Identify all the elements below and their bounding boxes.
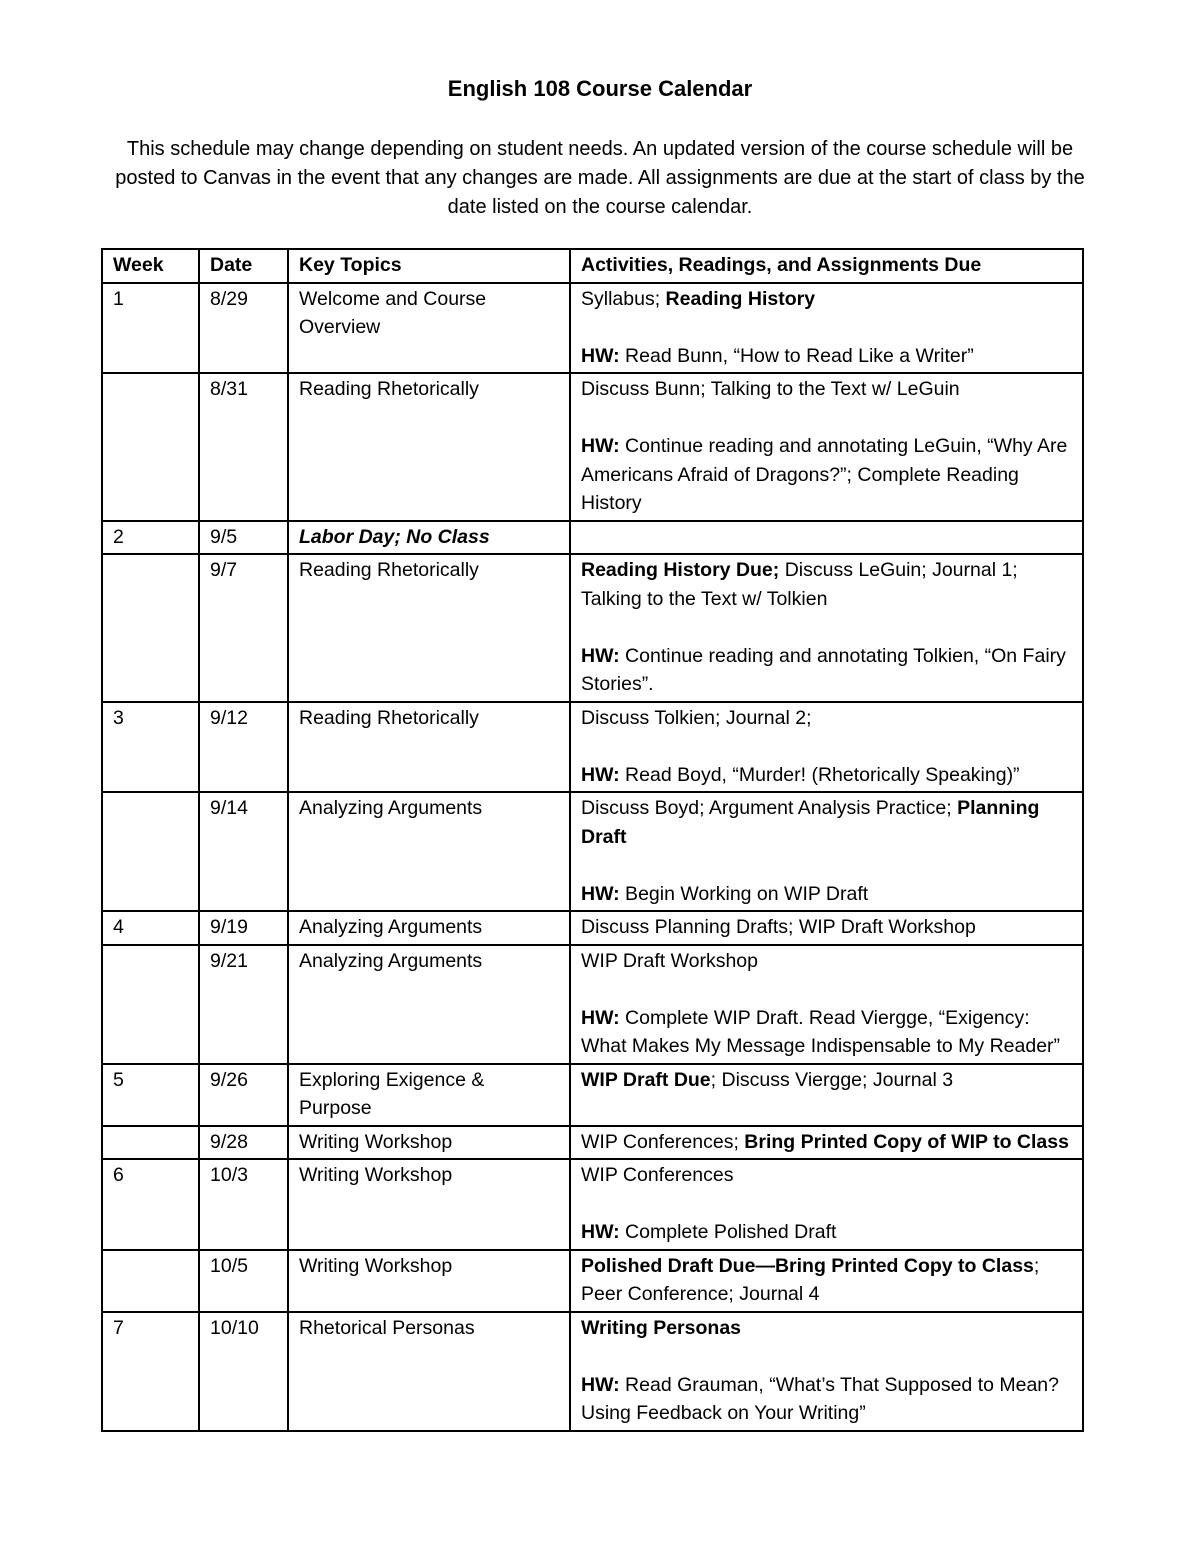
activity-text-bold: Polished Draft Due—Bring Printed Copy to Class xyxy=(581,1254,1034,1277)
topic-cell: Exploring Exigence & Purpose xyxy=(288,1064,570,1126)
activity-text-bold: Planning Draft xyxy=(581,797,1040,848)
activity-text: ; Peer Conference; Journal 4 xyxy=(581,1254,1040,1305)
date-cell: 10/10 xyxy=(199,1312,288,1431)
date-cell: 9/7 xyxy=(199,554,288,702)
date-cell: 9/26 xyxy=(199,1064,288,1126)
activities-cell xyxy=(570,283,1083,374)
activity-text: Continue reading and annotating Tolkien, “On Fairy Stories”. xyxy=(581,644,1066,695)
activity-text-bold: HW: xyxy=(581,644,620,667)
week-cell: 1 xyxy=(102,283,199,374)
topic-cell: Analyzing Arguments xyxy=(288,911,570,945)
topic-cell: Welcome and Course Overview xyxy=(288,283,570,374)
activity-text-bold: Reading History Due; xyxy=(581,559,780,581)
activity-text-bold: HW: xyxy=(581,344,620,367)
activity-line xyxy=(581,1371,1072,1428)
activity-line xyxy=(581,1314,1072,1343)
header-week: Week xyxy=(102,249,199,283)
date-cell: 8/31 xyxy=(199,373,288,521)
activity-text: Discuss Tolkien; Journal 2; xyxy=(581,706,812,729)
week-cell xyxy=(102,554,199,702)
activities-cell xyxy=(570,1064,1083,1126)
activity-line xyxy=(581,1128,1072,1157)
table-row xyxy=(102,792,1083,911)
blank-line xyxy=(581,613,1072,642)
table-row xyxy=(102,911,1083,945)
activity-text-bold: Writing Personas xyxy=(581,1316,742,1339)
activity-text: Complete Polished Draft xyxy=(619,1221,837,1243)
activity-text: Complete WIP Draft. Read Viergge, “Exigency: What Makes My Message Indispensable to My Reader” xyxy=(581,1006,1061,1057)
header-activities: Activities, Readings, and Assignments Due xyxy=(570,249,1083,283)
activity-line xyxy=(581,761,1072,790)
topic-cell: Writing Workshop xyxy=(288,1159,570,1250)
activity-text: WIP Conferences xyxy=(581,1164,734,1186)
activities-cell xyxy=(570,521,1083,555)
week-cell xyxy=(102,373,199,521)
activity-line xyxy=(581,794,1072,851)
topic-cell: Reading Rhetorically xyxy=(288,702,570,793)
activity-line xyxy=(581,947,1072,976)
week-cell: 4 xyxy=(102,911,199,945)
activity-text-bold: HW: xyxy=(581,1373,620,1396)
blank-line xyxy=(581,975,1072,1004)
activity-text: WIP Draft Workshop xyxy=(581,949,758,972)
topic-cell: Writing Workshop xyxy=(288,1250,570,1312)
week-cell xyxy=(102,1250,199,1312)
date-cell: 9/14 xyxy=(199,792,288,911)
week-cell: 7 xyxy=(102,1312,199,1431)
intro-paragraph: This schedule may change depending on student needs. An updated version of the course schedule will be posted to Canvas in the event that any changes are made. All assignments are due at the start of class by the date listed on the course calendar. xyxy=(115,138,1085,218)
topic-cell: Labor Day; No Class xyxy=(288,521,570,555)
table-row xyxy=(102,1064,1083,1126)
week-cell: 2 xyxy=(102,521,199,555)
activity-text-bold: HW: xyxy=(581,882,620,905)
date-cell: 9/21 xyxy=(199,945,288,1064)
activity-line xyxy=(581,1066,1072,1095)
activity-line xyxy=(581,1218,1072,1247)
table-row xyxy=(102,1159,1083,1250)
activity-text: Read Grauman, “What’s That Supposed to Mean? Using Feedback on Your Writing” xyxy=(581,1373,1059,1424)
table-row xyxy=(102,702,1083,793)
activity-text-bold: HW: xyxy=(581,1006,620,1029)
activity-line xyxy=(581,285,1072,314)
activity-text: Discuss LeGuin; Journal 1; Talking to the Text w/ Tolkien xyxy=(581,559,1018,610)
blank-line xyxy=(581,851,1072,880)
header-key-topics: Key Topics xyxy=(288,249,570,283)
table-row xyxy=(102,373,1083,521)
activity-line xyxy=(581,1252,1072,1309)
activity-line xyxy=(581,704,1072,733)
table-row xyxy=(102,521,1083,555)
table-body xyxy=(102,283,1083,1431)
activities-cell xyxy=(570,911,1083,945)
activities-cell xyxy=(570,702,1083,793)
activity-line xyxy=(581,1161,1072,1190)
activity-text-bold: WIP Draft Due xyxy=(581,1068,711,1091)
table-row xyxy=(102,554,1083,702)
topic-cell: Reading Rhetorically xyxy=(288,554,570,702)
activity-text: Discuss Planning Drafts; WIP Draft Workshop xyxy=(581,916,976,938)
activity-text: Read Boyd, “Murder! (Rhetorically Speaking)” xyxy=(619,763,1020,786)
page-title: English 108 Course Calendar xyxy=(447,76,753,101)
activity-text: Begin Working on WIP Draft xyxy=(619,882,869,905)
week-cell: 5 xyxy=(102,1064,199,1126)
table-row xyxy=(102,283,1083,374)
blank-line xyxy=(581,1342,1072,1371)
blank-line xyxy=(581,1190,1072,1219)
blank-line xyxy=(581,313,1072,342)
week-cell: 3 xyxy=(102,702,199,793)
week-cell xyxy=(102,792,199,911)
week-cell xyxy=(102,1126,199,1160)
header-date: Date xyxy=(199,249,288,283)
topic-cell: Rhetorical Personas xyxy=(288,1312,570,1431)
topic-cell: Analyzing Arguments xyxy=(288,792,570,911)
activity-text: Discuss Boyd; Argument Analysis Practice; xyxy=(581,797,958,819)
activity-line xyxy=(581,880,1072,909)
activity-line xyxy=(581,556,1072,613)
activity-text-bold: HW: xyxy=(581,435,620,457)
activity-text-bold: Reading History xyxy=(665,287,816,310)
week-cell: 6 xyxy=(102,1159,199,1250)
activities-cell xyxy=(570,373,1083,521)
topic-cell: Reading Rhetorically xyxy=(288,373,570,521)
blank-line xyxy=(581,404,1072,433)
table-row xyxy=(102,1250,1083,1312)
date-cell: 10/3 xyxy=(199,1159,288,1250)
topic-cell: Analyzing Arguments xyxy=(288,945,570,1064)
date-cell: 9/19 xyxy=(199,911,288,945)
table-row xyxy=(102,1126,1083,1160)
activities-cell xyxy=(570,1312,1083,1431)
activity-line xyxy=(581,375,1072,404)
activity-line xyxy=(581,642,1072,699)
activities-cell xyxy=(570,1126,1083,1160)
topic-cell: Writing Workshop xyxy=(288,1126,570,1160)
date-cell: 8/29 xyxy=(199,283,288,374)
activities-cell xyxy=(570,1159,1083,1250)
date-cell: 9/5 xyxy=(199,521,288,555)
table-row xyxy=(102,1312,1083,1431)
date-cell: 9/28 xyxy=(199,1126,288,1160)
blank-line xyxy=(581,732,1072,761)
activity-text-bold: Bring Printed Copy of WIP to Class xyxy=(744,1130,1069,1153)
activity-text: Syllabus; xyxy=(581,287,666,310)
activity-text: ; Discuss Viergge; Journal 3 xyxy=(710,1068,954,1091)
table-header-row xyxy=(102,249,1083,283)
date-cell: 10/5 xyxy=(199,1250,288,1312)
activities-cell xyxy=(570,792,1083,911)
table-row xyxy=(102,945,1083,1064)
activity-line xyxy=(581,1004,1072,1061)
week-cell xyxy=(102,945,199,1064)
activity-text: Continue reading and annotating LeGuin, “Why Are Americans Afraid of Dragons?”; Complete Reading History xyxy=(581,435,1068,514)
activity-line xyxy=(581,913,1072,942)
activity-line xyxy=(581,432,1072,518)
activity-text-bold: HW: xyxy=(581,763,620,786)
activity-text: Read Bunn, “How to Read Like a Writer” xyxy=(619,344,974,367)
activity-line xyxy=(581,342,1072,371)
date-cell: 9/12 xyxy=(199,702,288,793)
course-calendar-table xyxy=(101,248,1084,1432)
activity-text-bold: HW: xyxy=(581,1221,620,1243)
activities-cell xyxy=(570,945,1083,1064)
activities-cell xyxy=(570,554,1083,702)
activity-text: WIP Conferences; xyxy=(581,1130,745,1153)
activities-cell xyxy=(570,1250,1083,1312)
activity-text: Discuss Bunn; Talking to the Text w/ LeGuin xyxy=(581,378,960,400)
